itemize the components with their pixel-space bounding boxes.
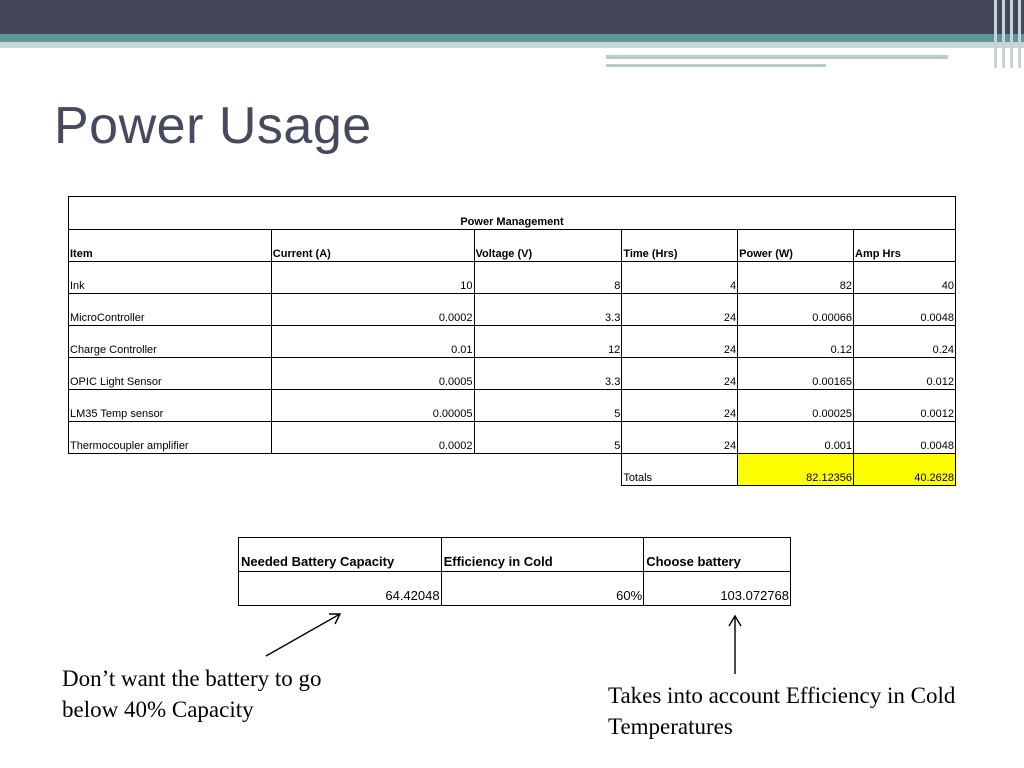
table-row bbox=[69, 358, 956, 390]
table-cell: OPIC Light Sensor bbox=[69, 358, 272, 390]
totals-power: 82.12356 bbox=[738, 454, 854, 486]
column-header: Choose battery bbox=[644, 538, 791, 572]
table-cell: 0.00165 bbox=[738, 358, 854, 390]
table-row bbox=[239, 572, 791, 606]
header-stripe bbox=[606, 55, 948, 59]
table-cell: 82 bbox=[738, 262, 854, 294]
totals-label: Totals bbox=[622, 454, 738, 486]
table-cell: 0.00005 bbox=[271, 390, 474, 422]
table-cell: 0.0048 bbox=[854, 422, 956, 454]
table-cell: MicroController bbox=[69, 294, 272, 326]
column-header: Efficiency in Cold bbox=[441, 538, 644, 572]
table-cell: 0.00066 bbox=[738, 294, 854, 326]
header-vertical-stripe bbox=[1002, 0, 1005, 68]
table-cell: 3.3 bbox=[474, 294, 622, 326]
table-header-row bbox=[69, 230, 956, 262]
power-management-table bbox=[68, 196, 956, 486]
table-cell: 5 bbox=[474, 422, 622, 454]
empty-cell bbox=[271, 454, 474, 486]
column-header: Current (A) bbox=[271, 230, 474, 262]
table-cell: Thermocoupler amplifier bbox=[69, 422, 272, 454]
table-cell: Ink bbox=[69, 262, 272, 294]
header-vertical-stripe bbox=[1018, 0, 1021, 68]
table-cell: 0.00025 bbox=[738, 390, 854, 422]
table-caption: Power Management bbox=[69, 197, 956, 230]
note-cold-efficiency: Takes into account Efficiency in Cold Temperatures bbox=[608, 683, 956, 739]
table-row bbox=[69, 390, 956, 422]
table-cell: 24 bbox=[622, 422, 738, 454]
column-header: Needed Battery Capacity bbox=[239, 538, 442, 572]
column-header: Item bbox=[69, 230, 272, 262]
table-cell: 4 bbox=[622, 262, 738, 294]
column-header: Time (Hrs) bbox=[622, 230, 738, 262]
header-band-teal bbox=[0, 34, 1024, 42]
empty-cell bbox=[474, 454, 622, 486]
table-cell: 5 bbox=[474, 390, 622, 422]
table-row bbox=[69, 422, 956, 454]
table-cell: 24 bbox=[622, 390, 738, 422]
table-cell: 10 bbox=[271, 262, 474, 294]
table-cell: 24 bbox=[622, 326, 738, 358]
chosen-battery-value: 103.072768 bbox=[644, 572, 791, 606]
table-caption-row bbox=[69, 197, 956, 230]
table-cell: 0.01 bbox=[271, 326, 474, 358]
empty-cell bbox=[69, 454, 272, 486]
table-cell: 8 bbox=[474, 262, 622, 294]
table-cell: 0.0012 bbox=[854, 390, 956, 422]
page-title: Power Usage bbox=[54, 97, 372, 155]
table-cell: LM35 Temp sensor bbox=[69, 390, 272, 422]
table-cell: 0.0048 bbox=[854, 294, 956, 326]
table-cell: 0.24 bbox=[854, 326, 956, 358]
totals-amp-hrs: 40.2628 bbox=[854, 454, 956, 486]
table-cell: 0.0005 bbox=[271, 358, 474, 390]
column-header: Amp Hrs bbox=[854, 230, 956, 262]
table-cell: 0.12 bbox=[738, 326, 854, 358]
table-cell: 0.001 bbox=[738, 422, 854, 454]
table-cell: 3.3 bbox=[474, 358, 622, 390]
column-header: Power (W) bbox=[738, 230, 854, 262]
table-row bbox=[69, 326, 956, 358]
table-cell: 40 bbox=[854, 262, 956, 294]
note-battery-capacity: Don’t want the battery to go below 40% Capacity bbox=[62, 666, 322, 722]
header-band-dark bbox=[0, 0, 1024, 34]
header-stripe bbox=[606, 64, 826, 67]
table-cell: 24 bbox=[622, 294, 738, 326]
table-cell: 0.012 bbox=[854, 358, 956, 390]
column-header: Voltage (V) bbox=[474, 230, 622, 262]
table-row bbox=[69, 262, 956, 294]
table-header-row bbox=[239, 538, 791, 572]
arrow-to-needed-capacity bbox=[266, 614, 340, 656]
efficiency-value: 60% bbox=[441, 572, 644, 606]
arrow-to-chosen-battery bbox=[729, 616, 741, 674]
table-cell: 24 bbox=[622, 358, 738, 390]
header-vertical-stripe bbox=[1010, 0, 1013, 68]
header-vertical-stripe bbox=[994, 0, 997, 68]
needed-capacity-value: 64.42048 bbox=[239, 572, 442, 606]
totals-row bbox=[69, 454, 956, 486]
battery-capacity-table bbox=[238, 537, 791, 606]
table-cell: 0.0002 bbox=[271, 422, 474, 454]
table-row bbox=[69, 294, 956, 326]
table-cell: Charge Controller bbox=[69, 326, 272, 358]
table-cell: 0.0002 bbox=[271, 294, 474, 326]
table-cell: 12 bbox=[474, 326, 622, 358]
header-band-light bbox=[0, 42, 1024, 48]
